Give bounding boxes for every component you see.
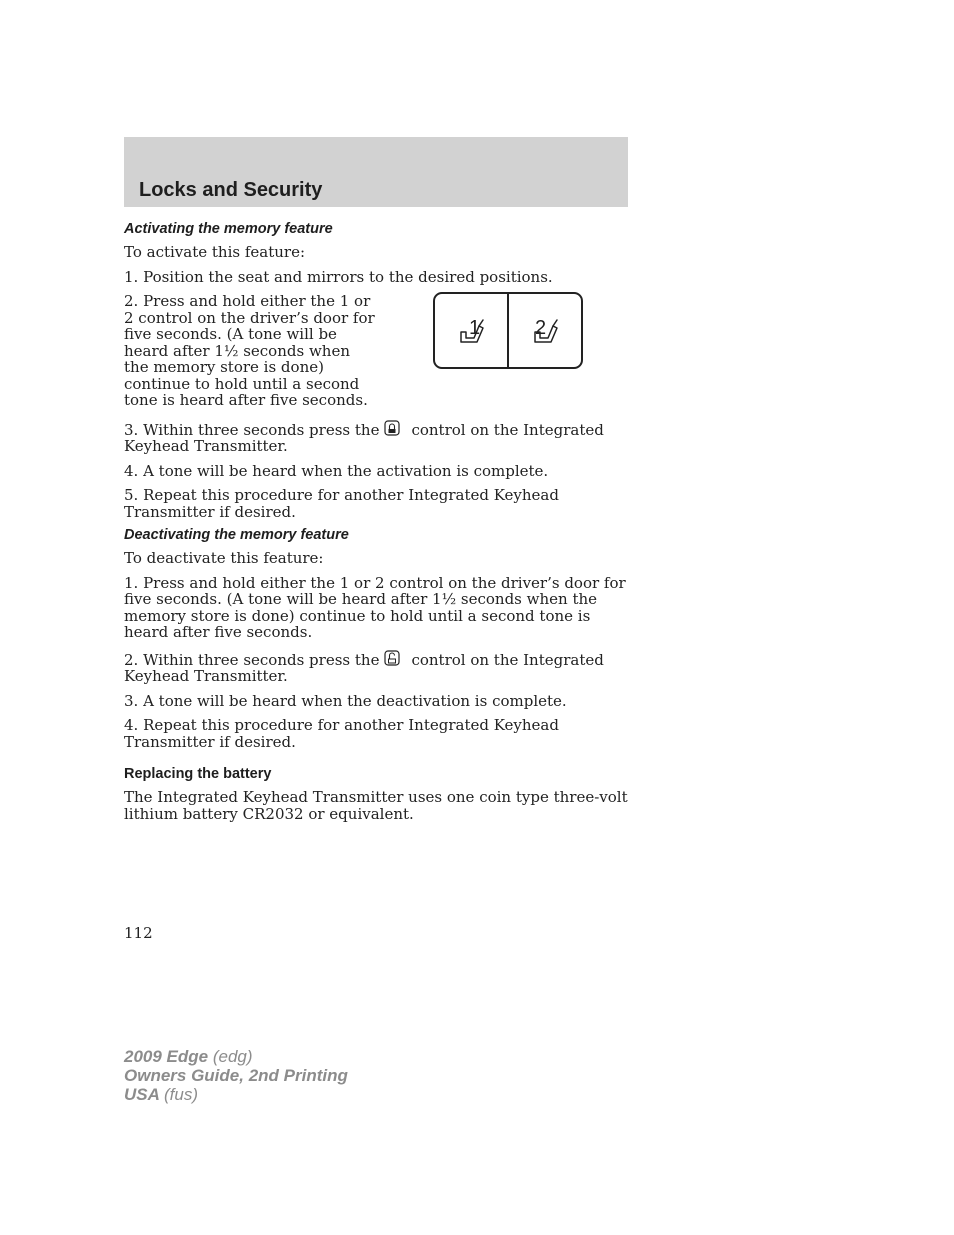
page-content <box>124 218 628 822</box>
section-title: Locks and Security <box>139 179 323 201</box>
section-header-band <box>124 137 628 207</box>
battery-heading: Replacing the battery <box>124 766 272 782</box>
activate-step-2: 2. Press and hold either the 1 or 2 control on the driver’s door for five seconds. (A tone will be heard after 1½ seconds when the memory store is done) continue to hold until a second tone is heard after five seconds. <box>124 292 375 409</box>
memory-button-1-label: 1 <box>469 317 481 339</box>
footer-line-2: Owners Guide, 2nd Printing <box>124 1066 348 1085</box>
document-footer <box>124 1047 348 1104</box>
lock-icon <box>382 419 402 437</box>
deactivate-heading: Deactivating the memory feature <box>124 527 349 543</box>
memory-buttons-figure <box>433 292 583 369</box>
deactivate-step-3: 3. A tone will be heard when the deactivation is complete. <box>124 691 567 710</box>
battery-body: The Integrated Keyhead Transmitter uses one coin type three-volt lithium battery CR2032 or equivalent. <box>124 788 628 823</box>
unlock-icon <box>382 649 402 667</box>
activate-heading: Activating the memory feature <box>124 221 333 237</box>
page-number: 112 <box>124 924 153 942</box>
deactivate-intro: To deactivate this feature: <box>124 549 324 567</box>
memory-button-2-label: 2 <box>535 317 547 339</box>
deactivate-step-1: 1. Press and hold either the 1 or 2 control on the driver’s door for five seconds. (A tone will be heard after 1½ seconds when the memory store is done) continue to hold until a second tone is heard after five seconds. <box>124 573 626 641</box>
deactivate-step-2: 2. Within three seconds press the control on the Integrated Keyhead Transmitter. <box>124 650 604 685</box>
activate-intro: To activate this feature: <box>124 243 306 261</box>
footer-line-3: USA (fus) <box>124 1085 198 1104</box>
activate-step-2-row <box>124 293 628 409</box>
footer-line-1: 2009 Edge (edg) <box>124 1047 253 1066</box>
activate-step-5: 5. Repeat this procedure for another Integrated Keyhead Transmitter if desired. <box>124 486 559 521</box>
activate-step-3: 3. Within three seconds press the control on the Integrated Keyhead Transmitter. <box>124 420 604 455</box>
activate-step-4: 4. A tone will be heard when the activation is complete. <box>124 461 549 480</box>
activate-step-1: 1. Position the seat and mirrors to the desired positions. <box>124 267 553 286</box>
deactivate-step-4: 4. Repeat this procedure for another Integrated Keyhead Transmitter if desired. <box>124 716 559 751</box>
